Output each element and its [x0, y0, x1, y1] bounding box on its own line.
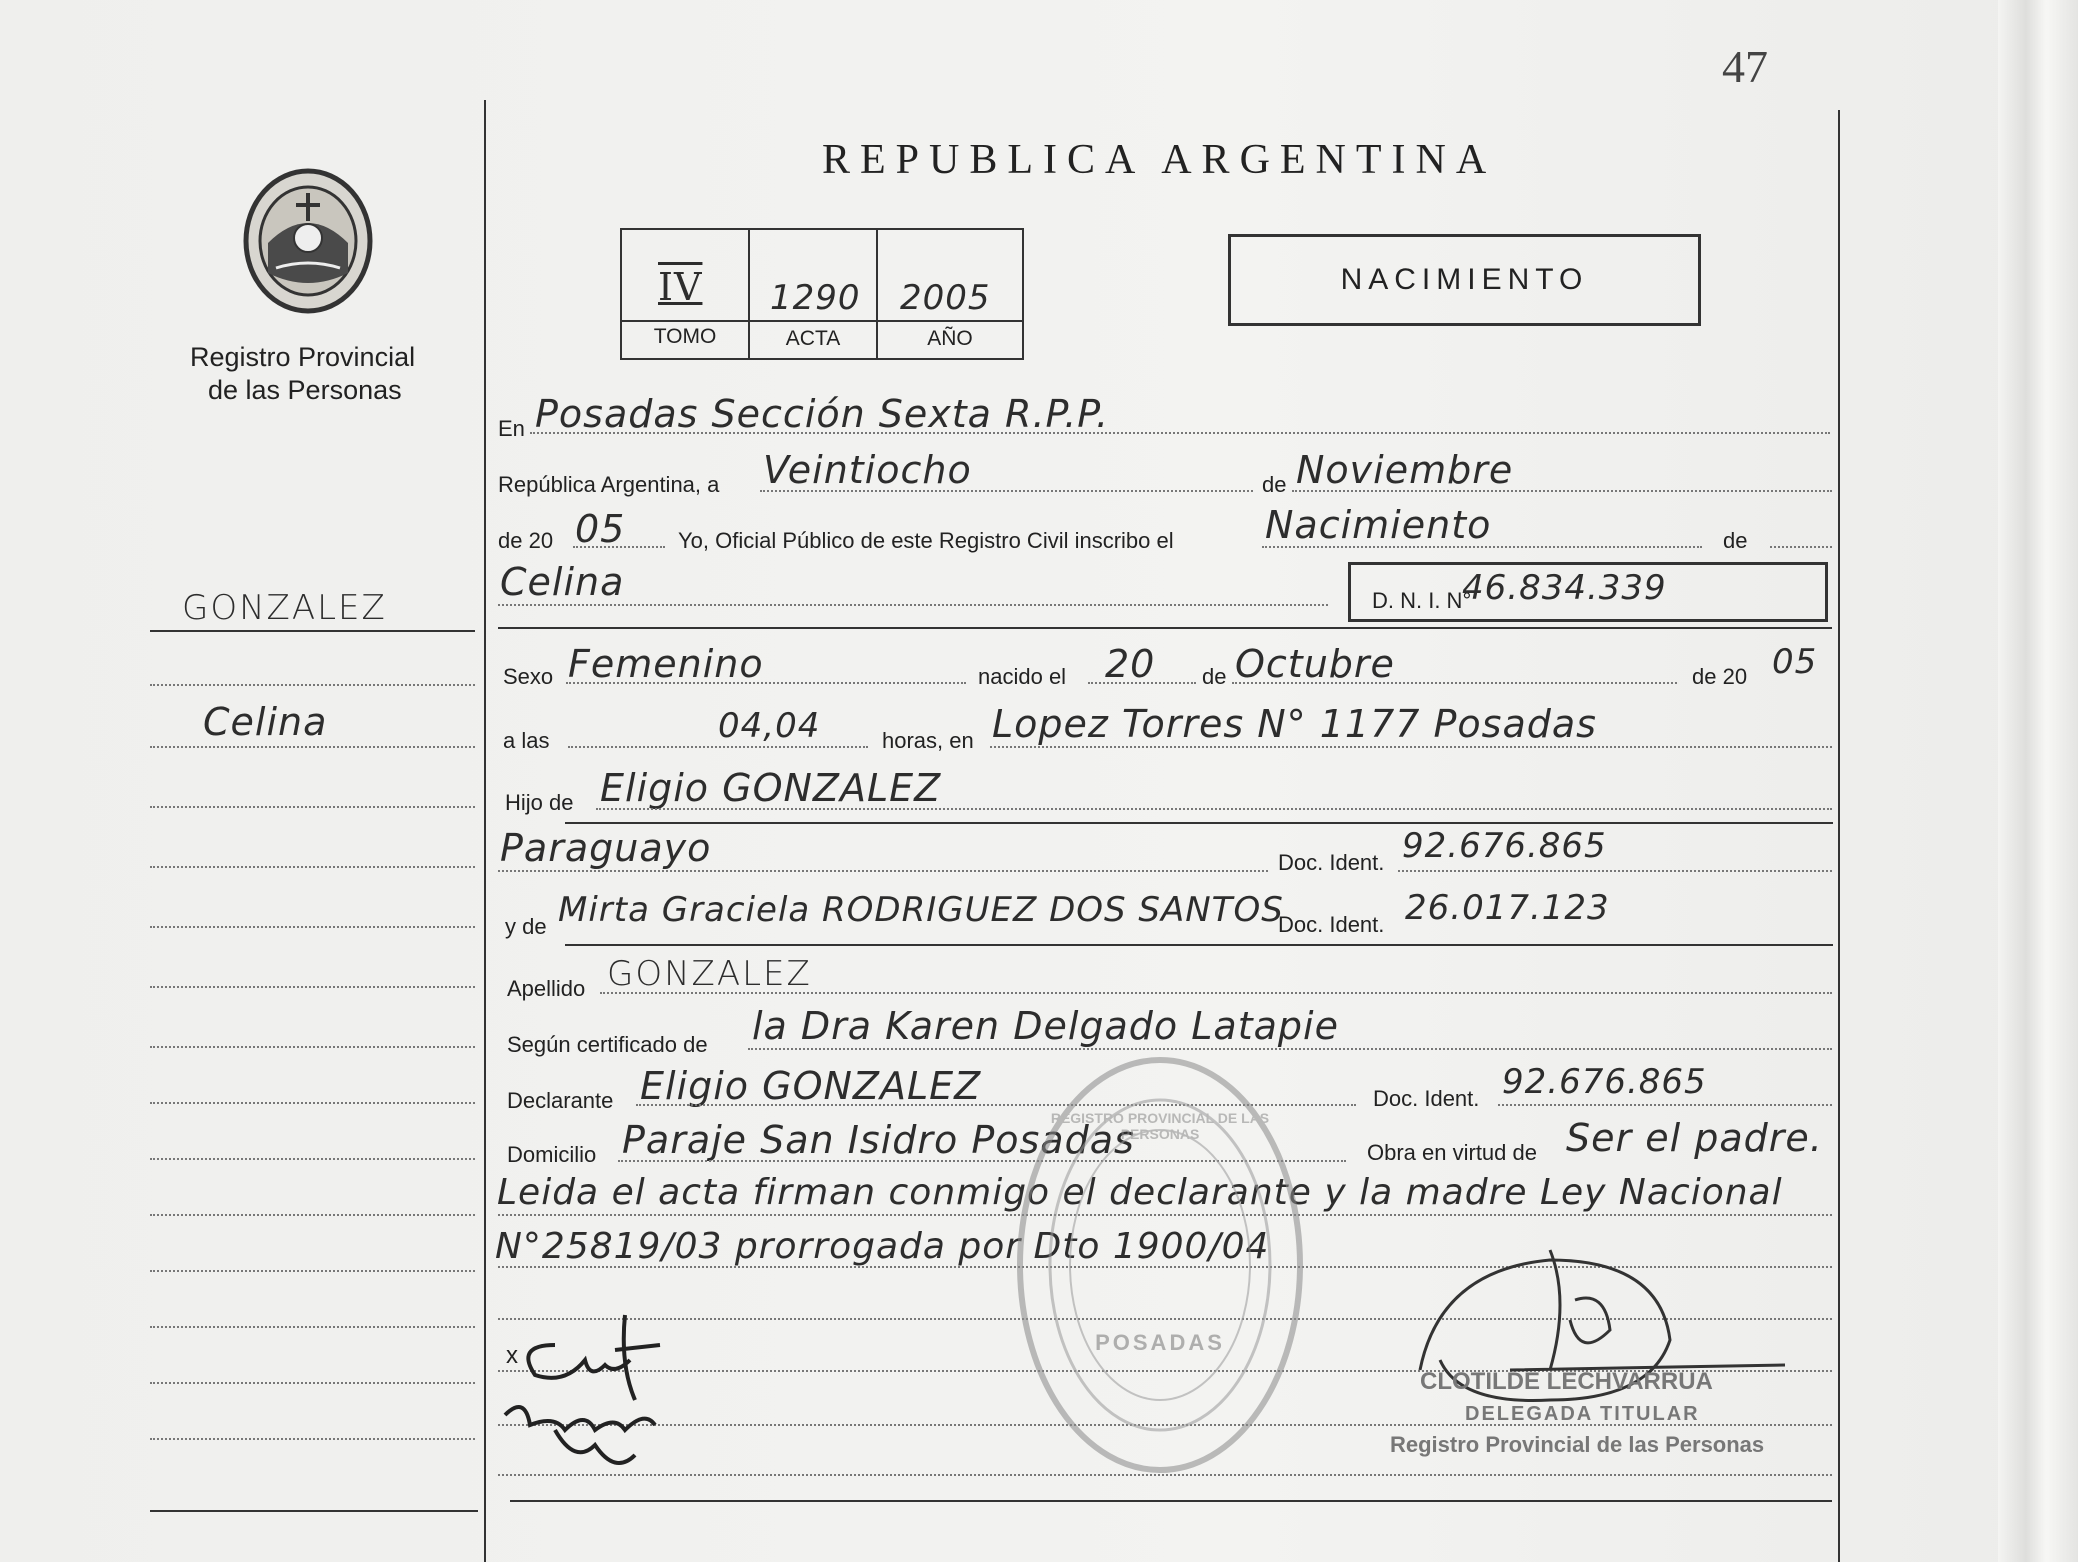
birth-month-line	[1232, 682, 1677, 684]
sidebar-surname: GONZALEZ	[182, 588, 387, 628]
acta-value: 1290	[770, 278, 861, 318]
y-de-label: y de	[505, 914, 547, 939]
sidebar-bottom-line	[150, 1510, 478, 1512]
padre-divider	[565, 822, 1833, 824]
official-signature	[1400, 1240, 1790, 1430]
day-line	[760, 490, 1253, 492]
month-line	[1292, 490, 1832, 492]
madre-doc-value: 26.017.123	[1405, 888, 1610, 928]
horas-en-label: horas, en	[882, 728, 974, 753]
table-divider	[620, 320, 1024, 322]
padre-doc-label: Doc. Ident.	[1278, 850, 1385, 875]
de-label-2: de	[1723, 528, 1748, 553]
declarante-label: Declarante	[507, 1088, 614, 1113]
madre-value: Mirta Graciela RODRIGUEZ DOS SANTOS	[558, 890, 1284, 930]
birth-year-suffix: 05	[1772, 642, 1818, 682]
madre-divider	[565, 944, 1833, 946]
sidebar-dotted-line	[150, 806, 475, 808]
sidebar-dotted-line	[150, 684, 475, 686]
padre-nacionalidad: Paraguayo	[500, 826, 712, 870]
padre-doc-value: 92.676.865	[1402, 826, 1607, 866]
left-column-border	[484, 100, 486, 1562]
acta-label: ACTA	[785, 327, 841, 350]
apellido-label: Apellido	[507, 976, 586, 1001]
name-line	[498, 604, 1328, 606]
sidebar-dotted-line	[150, 1438, 475, 1440]
tomo-value: IV	[658, 265, 703, 309]
anio-value: 2005	[900, 278, 991, 318]
declarant-signature	[495, 1305, 735, 1485]
domicilio-value: Paraje San Isidro Posadas	[622, 1118, 1135, 1162]
sidebar-dotted-line	[150, 1270, 475, 1272]
registry-name-line2: de las Personas	[208, 375, 402, 405]
section-divider-1	[498, 627, 1832, 629]
sexo-label: Sexo	[503, 664, 554, 689]
record-type-label: NACIMIENTO	[1340, 263, 1589, 296]
obra-value: Ser el padre.	[1566, 1116, 1823, 1160]
birth-day-line	[1088, 682, 1196, 684]
sidebar-dotted-line	[150, 746, 475, 748]
hora-line	[568, 746, 868, 748]
apellido-value: GONZALEZ	[607, 954, 812, 994]
seal-ring-text: REGISTRO PROVINCIAL DE LAS PERSONAS	[1050, 1110, 1270, 1142]
dni-label: D. N. I. N°	[1372, 588, 1472, 613]
de-label-3: de	[1202, 664, 1227, 689]
official-round-seal	[1010, 1050, 1310, 1480]
tomo-label: TOMO	[653, 325, 717, 348]
sidebar-dotted-line	[150, 986, 475, 988]
page-edge	[1998, 0, 2078, 1562]
sexo-value: Femenino	[568, 642, 764, 686]
year-line	[573, 546, 665, 548]
sidebar-dotted-line	[150, 926, 475, 928]
hora-value: 04,04	[718, 706, 821, 746]
signature-role-stamp: DELEGADA TITULAR	[1465, 1403, 1700, 1425]
sidebar-dotted-line	[150, 866, 475, 868]
republica-label: República Argentina, a	[498, 472, 720, 497]
registered-name: Celina	[500, 560, 625, 604]
sidebar-dotted-line	[150, 1158, 475, 1160]
padre-nac-line	[498, 870, 1268, 872]
form-bottom-line	[510, 1500, 1832, 1502]
en-value: Posadas Sección Sexta R.P.P.	[535, 392, 1110, 436]
oficial-label: Yo, Oficial Público de este Registro Civil inscribo el	[678, 528, 1174, 553]
madre-doc-label: Doc. Ident.	[1278, 912, 1385, 937]
declarante-doc-line	[1498, 1104, 1832, 1106]
sidebar-dotted-line	[150, 1326, 475, 1328]
anio-label: AÑO	[927, 327, 973, 350]
declarante-value: Eligio GONZALEZ	[640, 1064, 982, 1108]
observaciones-line-1: Leida el acta firman conmigo el declarante y la madre Ley Nacional	[497, 1172, 1783, 1213]
acto-value: Nacimiento	[1265, 503, 1492, 547]
birth-month: Octubre	[1235, 642, 1395, 686]
dni-value: 46.834.339	[1462, 568, 1667, 608]
de-line-2	[1770, 546, 1832, 548]
sexo-line	[566, 682, 966, 684]
registry-name-line1: Registro Provincial	[190, 342, 416, 372]
page-number: 47	[1722, 41, 1768, 92]
signature-org-stamp: Registro Provincial de las Personas	[1390, 1432, 1765, 1457]
padre-doc-line	[1398, 870, 1832, 872]
domicilio-label: Domicilio	[507, 1142, 597, 1167]
acto-line	[1262, 546, 1702, 548]
sidebar-dotted-line	[150, 1214, 475, 1216]
apellido-line	[600, 992, 1832, 994]
de-label: de	[1262, 472, 1287, 497]
birth-year-prefix: de 20	[1692, 664, 1748, 689]
form-right-border	[1838, 110, 1840, 1562]
province-seal-logo	[238, 163, 378, 315]
month-text: Noviembre	[1296, 448, 1514, 492]
en-label: En	[498, 416, 525, 441]
sidebar-divider	[150, 630, 475, 632]
lugar-value: Lopez Torres N° 1177 Posadas	[992, 702, 1597, 746]
certificado-label: Según certificado de	[507, 1032, 708, 1057]
obra-label: Obra en virtud de	[1367, 1140, 1537, 1165]
nacido-label: nacido el	[978, 664, 1067, 689]
observaciones-line-2: N°25819/03 prorrogada por Dto 1900/04	[495, 1226, 1270, 1267]
en-line	[530, 432, 1830, 434]
sidebar-dotted-line	[150, 1382, 475, 1384]
padre-line	[596, 808, 1832, 810]
signature-name-stamp: CLOTILDE LECHVARRUA	[1420, 1368, 1713, 1395]
sidebar-given-name: Celina	[203, 700, 328, 744]
declarante-doc-value: 92.676.865	[1502, 1062, 1707, 1102]
year-prefix: de 20	[498, 528, 554, 553]
declarante-doc-label: Doc. Ident.	[1373, 1086, 1480, 1111]
sidebar-dotted-line	[150, 1046, 475, 1048]
lugar-line	[990, 746, 1832, 748]
birth-day: 20	[1105, 642, 1156, 686]
seal-center-text: POSADAS	[1095, 1330, 1225, 1355]
certificado-value: la Dra Karen Delgado Latapie	[752, 1004, 1339, 1048]
a-las-label: a las	[503, 728, 550, 753]
day-text: Veintiocho	[763, 448, 972, 492]
country-title: REPUBLICA ARGENTINA	[822, 137, 1497, 183]
sidebar-dotted-line	[150, 1102, 475, 1104]
x-mark: x	[506, 1342, 518, 1369]
padre-value: Eligio GONZALEZ	[600, 766, 942, 810]
year-suffix: 05	[575, 507, 626, 551]
hijo-label: Hijo de	[505, 790, 574, 815]
